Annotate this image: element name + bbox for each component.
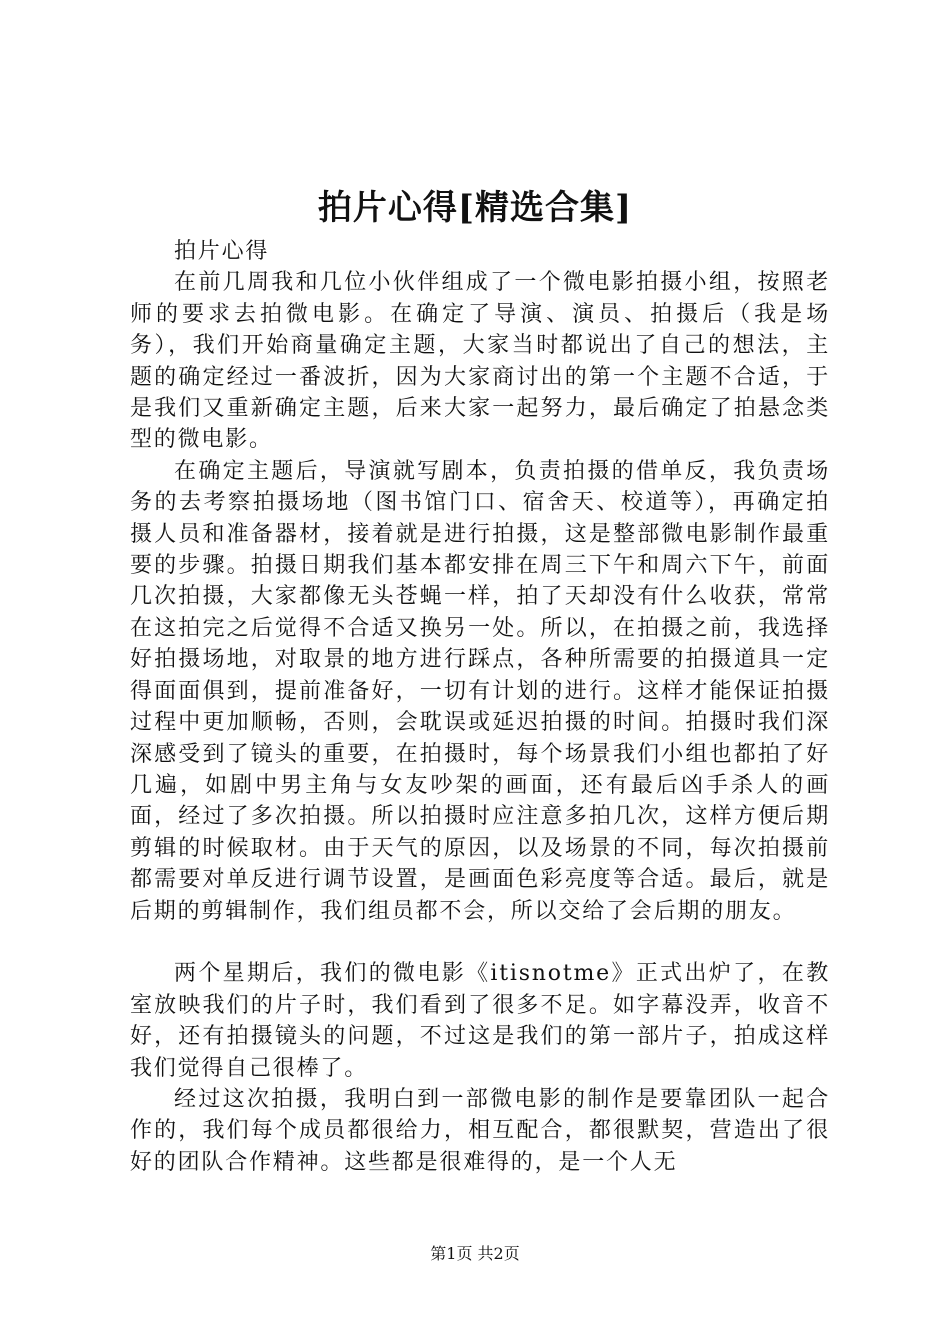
paragraph-4: 经过这次拍摄，我明白到一部微电影的制作是要靠团队一起合作的，我们每个成员都很给力，相互配合，都很默契，营造出了很好的团队合作精神。这些都是很难得的，是一个人无	[130, 1086, 830, 1175]
section-heading: 拍片心得	[174, 239, 270, 264]
page-footer: 第1页 共2页	[430, 1244, 520, 1263]
paragraph-spacer	[130, 927, 830, 958]
document-body	[130, 236, 830, 1178]
paragraph-2: 在确定主题后，导演就写剧本，负责拍摄的借单反，我负责场务的去考察拍摄场地（图书馆门口、宿舍天、校道等），再确定拍摄人员和准备器材，接着就是进行拍摄，这是整部微电影制作最重要的步骤。拍摄日期我们基本都安排在周三下午和周六下午，前面几次拍摄，大家都像无头苍蝇一样，拍了天却没有什么收获，常常在这拍完之后觉得不合适又换另一处。所以，在拍摄之前，我选择好拍摄场地，对取景的地方进行踩点，各种所需要的拍摄道具一定得面面俱到，提前准备好，一切有计划的进行。这样才能保证拍摄过程中更加顺畅，否则，会耽误或延迟拍摄的时间。拍摄时我们深深感受到了镜头的重要，在拍摄时，每个场景我们小组也都拍了好几遍，如剧中男主角与女友吵架的画面，还有最后凶手杀人的画面，经过了多次拍摄。所以拍摄时应注意多拍几次，这样方便后期剪辑的时候取材。由于天气的原因，以及场景的不同，每次拍摄前都需要对单反进行调节设置，是画面色彩亮度等合适。最后，就是后期的剪辑制作，我们组员都不会，所以交给了会后期的朋友。	[130, 458, 830, 924]
paragraph-3: 两个星期后，我们的微电影《itisnotme》正式出炉了，在教室放映我们的片子时，我们看到了很多不足。如字幕没弄，收音不好，还有拍摄镜头的问题，不过这是我们的第一部片子，拍成这样我们觉得自己很棒了。	[130, 961, 830, 1081]
paragraph-1: 在前几周我和几位小伙伴组成了一个微电影拍摄小组，按照老师的要求去拍微电影。在确定了导演、演员、拍摄后（我是场务），我们开始商量确定主题，大家当时都说出了自己的想法，主题的确定经过一番波折，因为大家商讨出的第一个主题不合适，于是我们又重新确定主题，后来大家一起努力，最后确定了拍悬念类型的微电影。	[130, 270, 830, 453]
document-title: 拍片心得[精选合集]	[317, 188, 633, 228]
